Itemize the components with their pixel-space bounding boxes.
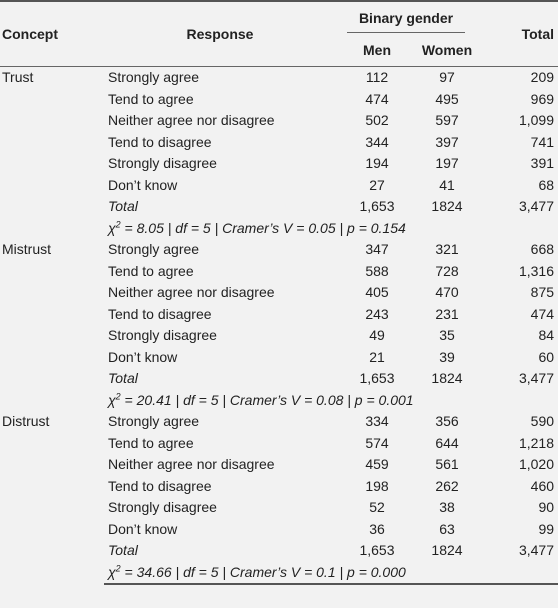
- total-cell: 391: [530, 155, 555, 171]
- men-cell: 459: [365, 456, 389, 472]
- women-cell: 561: [435, 456, 459, 472]
- chi-exponent: 2: [115, 562, 121, 573]
- concept-label: Mistrust: [2, 241, 51, 257]
- total-cell: 668: [530, 241, 555, 257]
- response-cell: Tend to disagree: [108, 305, 212, 322]
- header-concept: Concept: [2, 26, 58, 42]
- chi-exponent: 2: [115, 218, 121, 229]
- stat-text: = 8.05 | df = 5 | Cramer’s V = 0.05 | p = 0.154: [120, 219, 406, 236]
- total-cell: 741: [530, 133, 555, 150]
- header-women: Women: [421, 42, 473, 58]
- total-cell: 1,218: [518, 434, 555, 451]
- chi-square-stats: [104, 218, 558, 240]
- chi-symbol: χ: [108, 219, 116, 236]
- table-row: [0, 411, 558, 433]
- chi-exponent: 2: [115, 390, 121, 401]
- women-cell: 231: [435, 305, 459, 322]
- table-header: [0, 1, 558, 67]
- women-total: 1824: [431, 542, 463, 558]
- men-cell: 502: [365, 112, 389, 128]
- women-cell: 97: [439, 69, 455, 85]
- total-cell: 474: [530, 305, 555, 322]
- women-cell: 728: [435, 262, 459, 279]
- women-cell: 397: [435, 133, 459, 150]
- response-cell: Neither agree nor disagree: [108, 112, 275, 128]
- concept-label: Distrust: [2, 413, 50, 429]
- men-cell: 344: [365, 133, 389, 150]
- header-response: Response: [186, 26, 254, 42]
- men-cell: 194: [365, 155, 389, 171]
- total-cell: 60: [538, 348, 555, 365]
- total-cell: 90: [538, 499, 555, 515]
- header-binary-gender-label: Binary gender: [347, 4, 465, 33]
- women-cell: 321: [435, 241, 459, 257]
- chi-symbol: χ: [108, 563, 116, 580]
- response-cell: Tend to agree: [108, 262, 194, 279]
- chi-symbol: χ: [108, 391, 116, 408]
- header-total: Total: [521, 26, 555, 42]
- men-cell: 474: [365, 90, 389, 107]
- stat-text: = 34.66 | df = 5 | Cramer’s V = 0.1 | p = 0.000: [120, 563, 406, 580]
- women-cell: 495: [435, 90, 459, 107]
- response-cell: Tend to agree: [108, 90, 194, 107]
- grand-total: 3,477: [518, 198, 555, 214]
- response-cell: Strongly agree: [108, 241, 200, 257]
- table-row: [0, 67, 558, 89]
- total-cell: 1,099: [518, 112, 555, 128]
- total-cell: 99: [538, 520, 555, 537]
- response-cell: Strongly agree: [108, 413, 200, 429]
- women-total: 1824: [431, 370, 463, 386]
- men-cell: 36: [369, 520, 385, 537]
- chi-square-stats: [104, 390, 558, 412]
- total-label: Total: [108, 542, 138, 558]
- women-cell: 38: [439, 499, 455, 515]
- grand-total: 3,477: [518, 370, 555, 386]
- total-cell: 1,020: [518, 456, 555, 472]
- response-cell: Tend to disagree: [108, 133, 212, 150]
- women-total: 1824: [431, 198, 463, 214]
- header-men: Men: [363, 42, 391, 58]
- men-total: 1,653: [359, 198, 395, 214]
- women-cell: 41: [439, 176, 455, 193]
- women-cell: 63: [439, 520, 455, 537]
- total-cell: 209: [530, 69, 555, 85]
- women-cell: 39: [439, 348, 455, 365]
- block-mistrust: [0, 239, 558, 411]
- response-cell: Don’t know: [108, 520, 178, 537]
- block-trust: [0, 67, 558, 240]
- total-cell: 68: [538, 176, 555, 193]
- total-cell: 1,316: [518, 262, 555, 279]
- block-distrust: [0, 411, 558, 584]
- response-cell: Don’t know: [108, 348, 178, 365]
- total-cell: 84: [538, 327, 555, 343]
- men-cell: 405: [365, 284, 389, 300]
- men-cell: 347: [365, 241, 389, 257]
- men-total: 1,653: [359, 370, 395, 386]
- men-cell: 21: [369, 348, 385, 365]
- women-cell: 197: [435, 155, 459, 171]
- women-cell: 644: [435, 434, 459, 451]
- response-cell: Tend to agree: [108, 434, 194, 451]
- men-cell: 27: [369, 176, 385, 193]
- total-cell: 460: [530, 477, 555, 494]
- women-cell: 262: [435, 477, 459, 494]
- response-cell: Strongly agree: [108, 69, 200, 85]
- women-cell: 597: [435, 112, 459, 128]
- men-total: 1,653: [359, 542, 395, 558]
- men-cell: 588: [365, 262, 389, 279]
- response-cell: Tend to disagree: [108, 477, 212, 494]
- response-cell: Strongly disagree: [108, 327, 217, 343]
- response-cell: Neither agree nor disagree: [108, 284, 275, 300]
- men-cell: 49: [369, 327, 385, 343]
- men-cell: 52: [369, 499, 385, 515]
- concept-label: Trust: [2, 69, 34, 85]
- total-label: Total: [108, 370, 138, 386]
- header-binary-gender: [336, 1, 476, 34]
- men-cell: 243: [365, 305, 389, 322]
- total-cell: 875: [530, 284, 555, 300]
- women-cell: 35: [439, 327, 455, 343]
- women-cell: 470: [435, 284, 459, 300]
- men-cell: 334: [365, 413, 389, 429]
- grand-total: 3,477: [518, 542, 555, 558]
- response-cell: Strongly disagree: [108, 155, 217, 171]
- total-label: Total: [108, 198, 138, 214]
- women-cell: 356: [435, 413, 459, 429]
- total-cell: 590: [530, 413, 555, 429]
- chi-square-stats: [104, 562, 558, 585]
- men-cell: 574: [365, 434, 389, 451]
- stat-text: = 20.41 | df = 5 | Cramer’s V = 0.08 | p = 0.001: [120, 391, 414, 408]
- response-cell: Don’t know: [108, 176, 178, 193]
- men-cell: 198: [365, 477, 389, 494]
- table-row: [0, 239, 558, 261]
- total-cell: 969: [530, 90, 555, 107]
- response-cell: Neither agree nor disagree: [108, 456, 275, 472]
- men-cell: 112: [365, 69, 389, 85]
- response-cell: Strongly disagree: [108, 499, 217, 515]
